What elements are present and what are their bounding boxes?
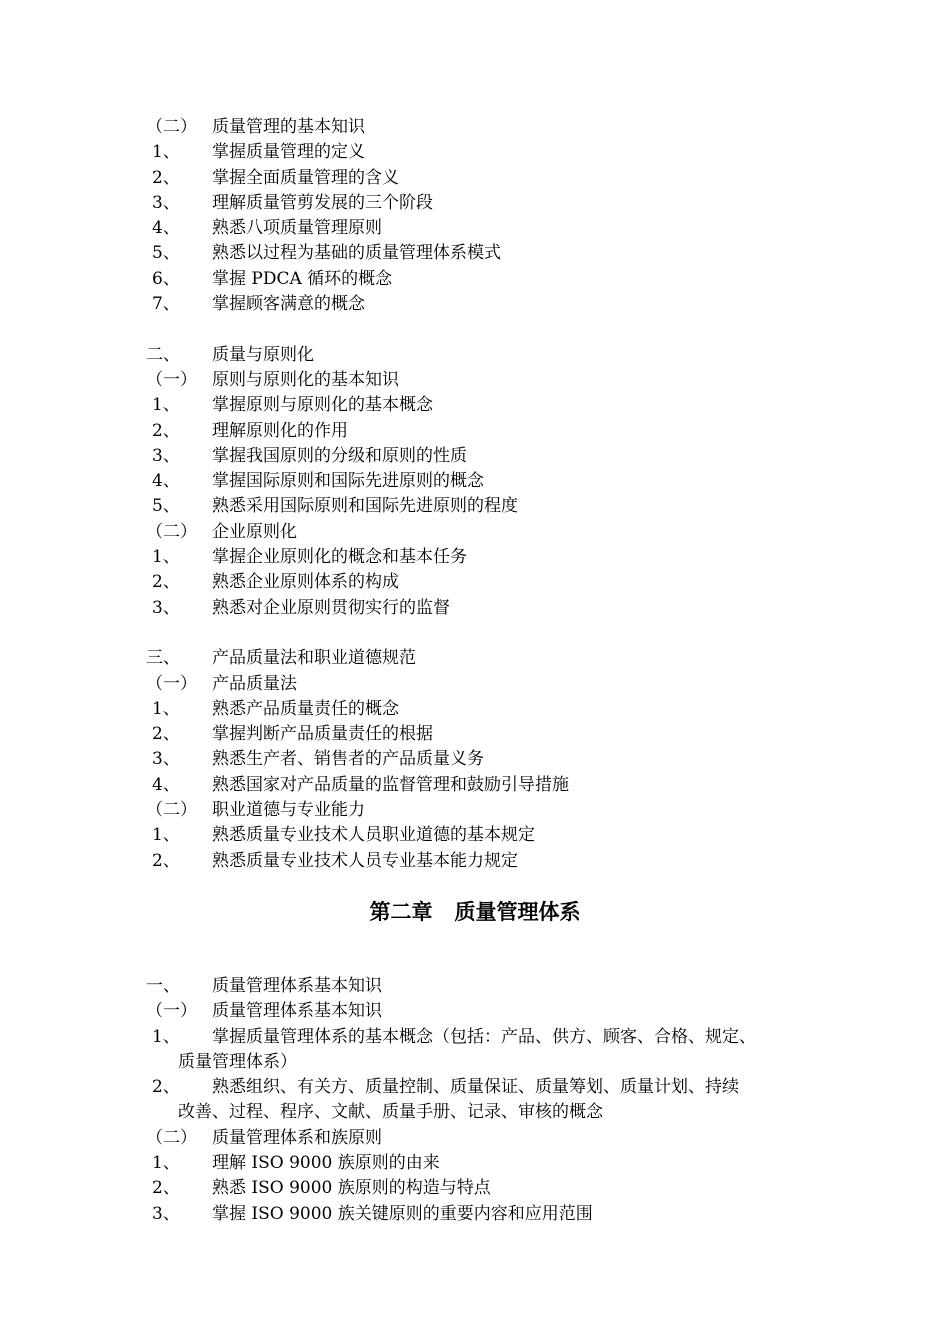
item-number: 7、 — [152, 294, 180, 315]
item-text: 质量管理体系基本知识 — [212, 1001, 382, 1022]
item-text: 掌握 ISO 9000 族关键原则的重要内容和应用范围 — [212, 1203, 593, 1224]
item-number: （二） — [146, 521, 197, 542]
item-text: 掌握全面质量管理的含义 — [212, 167, 399, 188]
item-text: 掌握质量管理体系的基本概念（包括：产品、供方、顾客、合格、规定、 — [212, 1026, 756, 1047]
item-text: 熟悉采用国际原则和国际先进原则的程度 — [212, 496, 518, 517]
item-number: 一、 — [146, 975, 180, 996]
item-text: 熟悉八项质量管理原则 — [212, 218, 382, 239]
subsection-heading — [0, 672, 950, 697]
subsection-heading — [0, 1126, 950, 1151]
item-text-continuation: 改善、过程、程序、文献、质量手册、记录、审核的概念 — [178, 1102, 603, 1123]
chapter-number: 第二章 — [369, 899, 433, 924]
item-number: 2、 — [152, 850, 180, 871]
subsection-heading — [0, 368, 950, 393]
item-text: 熟悉对企业原则贯彻实行的监督 — [212, 597, 450, 618]
section-product-quality-law — [0, 646, 950, 874]
item-text: 熟悉质量专业技术人员职业道德的基本规定 — [212, 825, 535, 846]
list-item — [0, 444, 950, 469]
list-item — [0, 697, 950, 722]
item-number: 1、 — [152, 142, 180, 163]
spacer — [0, 936, 950, 974]
item-text: 理解质量管剪发展的三个阶段 — [212, 192, 433, 213]
item-number: （一） — [146, 1001, 197, 1022]
item-number: 3、 — [152, 1203, 180, 1224]
list-item — [0, 1025, 950, 1050]
item-text: 熟悉国家对产品质量的监督管理和鼓励引导措施 — [212, 774, 569, 795]
item-text: 产品质量法 — [212, 673, 297, 694]
list-item — [0, 494, 950, 519]
list-item — [0, 469, 950, 494]
item-number: 2、 — [152, 420, 180, 441]
spacer — [0, 621, 950, 646]
item-text: 职业道德与专业能力 — [212, 800, 365, 821]
list-item — [0, 267, 950, 292]
item-text: 熟悉企业原则体系的构成 — [212, 572, 399, 593]
item-number: 3、 — [152, 445, 180, 466]
list-item — [0, 545, 950, 570]
item-number: 1、 — [152, 547, 180, 568]
list-item-continuation — [0, 1100, 950, 1125]
list-item — [0, 1151, 950, 1176]
item-text: 质量与原则化 — [212, 344, 314, 365]
section-quality-management-basics — [0, 115, 950, 317]
item-number: 1、 — [152, 825, 180, 846]
item-number: 5、 — [152, 243, 180, 264]
list-item-continuation — [0, 1050, 950, 1075]
list-item — [0, 773, 950, 798]
item-number: 2、 — [152, 724, 180, 745]
item-text: 掌握判断产品质量责任的根据 — [212, 724, 433, 745]
item-text: 掌握质量管理的定义 — [212, 142, 365, 163]
list-item — [0, 1202, 950, 1227]
list-item — [0, 166, 950, 191]
item-text: 掌握 PDCA 循环的概念 — [212, 268, 393, 289]
section-heading — [0, 974, 950, 999]
item-text: 质量管理体系和族原则 — [212, 1127, 382, 1148]
item-number: 6、 — [152, 268, 180, 289]
item-text: 质量管理体系基本知识 — [212, 975, 382, 996]
item-number: 1、 — [152, 1152, 180, 1173]
item-number: 2、 — [152, 1178, 180, 1199]
list-item — [0, 823, 950, 848]
item-number: 1、 — [152, 1026, 180, 1047]
item-text: 掌握顾客满意的概念 — [212, 294, 365, 315]
spacer — [0, 317, 950, 342]
item-number: 2、 — [152, 167, 180, 188]
item-text: 掌握原则与原则化的基本概念 — [212, 395, 433, 416]
item-number: （二） — [146, 117, 197, 137]
list-item — [0, 140, 950, 165]
item-number: 5、 — [152, 496, 180, 517]
document-page — [0, 115, 950, 1227]
item-text: 掌握企业原则化的概念和基本任务 — [212, 547, 467, 568]
item-number: 3、 — [152, 192, 180, 213]
item-number: （二） — [146, 800, 197, 821]
list-item — [0, 1176, 950, 1201]
item-text: 掌握国际原则和国际先进原则的概念 — [212, 471, 484, 492]
item-number: 4、 — [152, 774, 180, 795]
item-number: （一） — [146, 673, 197, 694]
item-text: 熟悉生产者、销售者的产品质量义务 — [212, 749, 484, 770]
list-item — [0, 747, 950, 772]
item-number: 2、 — [152, 572, 180, 593]
section-quality-and-standardization — [0, 343, 950, 621]
item-number: 4、 — [152, 471, 180, 492]
item-number: 三、 — [146, 648, 180, 669]
item-text: 熟悉质量专业技术人员专业基本能力规定 — [212, 850, 518, 871]
item-text: 原则与原则化的基本知识 — [212, 369, 399, 390]
section-qms-basics — [0, 974, 950, 1227]
item-number: 1、 — [152, 395, 180, 416]
list-item — [0, 292, 950, 317]
item-text: 熟悉产品质量责任的概念 — [212, 698, 399, 719]
item-text: 理解原则化的作用 — [212, 420, 348, 441]
item-number: 2、 — [152, 1077, 180, 1098]
subsection-heading — [0, 999, 950, 1024]
list-item — [0, 191, 950, 216]
section-heading — [0, 343, 950, 368]
list-item — [0, 241, 950, 266]
list-item — [0, 1075, 950, 1100]
item-text: 掌握我国原则的分级和原则的性质 — [212, 445, 467, 466]
chapter-title: 质量管理体系 — [454, 899, 581, 924]
list-item — [0, 570, 950, 595]
subsection-heading — [0, 520, 950, 545]
item-text: 熟悉以过程为基础的质量管理体系模式 — [212, 243, 501, 264]
item-text: 熟悉组织、有关方、质量控制、质量保证、质量筹划、质量计划、持续 — [212, 1077, 739, 1098]
item-text: 企业原则化 — [212, 521, 297, 542]
item-text: 熟悉 ISO 9000 族原则的构造与特点 — [212, 1178, 491, 1199]
item-number: 二、 — [146, 344, 180, 365]
chapter-heading — [0, 888, 950, 936]
subsection-heading — [0, 115, 950, 140]
list-item — [0, 596, 950, 621]
item-number: 3、 — [152, 597, 180, 618]
list-item — [0, 419, 950, 444]
item-number: （二） — [146, 1127, 197, 1148]
list-item — [0, 393, 950, 418]
item-number: 4、 — [152, 218, 180, 239]
item-number: 3、 — [152, 749, 180, 770]
item-text: 理解 ISO 9000 族原则的由来 — [212, 1152, 440, 1173]
subsection-heading — [0, 798, 950, 823]
item-text-continuation: 质量管理体系） — [178, 1051, 297, 1072]
item-text: 产品质量法和职业道德规范 — [212, 648, 416, 669]
list-item — [0, 216, 950, 241]
section-heading — [0, 646, 950, 671]
list-item — [0, 849, 950, 874]
item-number: （一） — [146, 369, 197, 390]
item-text: 质量管理的基本知识 — [212, 117, 365, 137]
list-item — [0, 722, 950, 747]
item-number: 1、 — [152, 698, 180, 719]
